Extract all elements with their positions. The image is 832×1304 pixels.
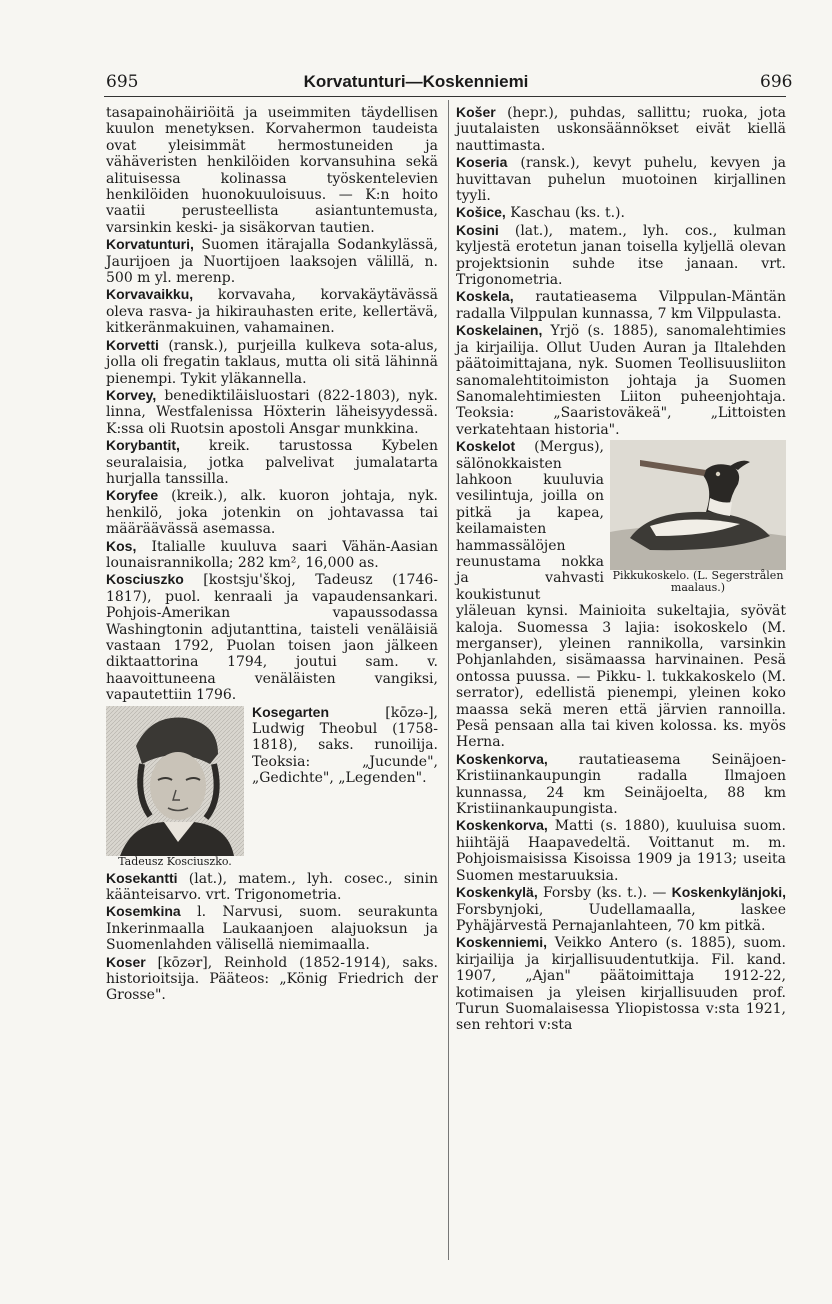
entry-text: (lat.), matem., lyh. cosec., sinin käänteisarvo. vrt. Trigonometria. [106,870,438,904]
entry-text: tasapainohäiriöitä ja useimmiten täydellisen kuulon menetyksen. Korvahermon taudeista ovat yleisimmät hermostuneiden ja vähäveristen henkilöiden korvansuhina sekä alituisessa kolinassa työskentelevien henkilöiden huonokuuloisuus. — K:n hoito vaatii perusteellista asiantuntemusta, varsinkin keski- ja sisäkorvan tautien. [106,105,438,236]
entry-headword: Koskenkylä, [456,884,538,901]
entry-text: rautatieasema Vilppulan-Mäntän radalla Vilppulan kunnassa, 7 km Vilppulasta. [456,289,786,322]
entry-headword: Kosegarten [252,703,330,720]
bird-figure [610,440,786,594]
entry-kosciuszko [106,571,438,703]
entry-text: Veikko Antero (s. 1885), suom. kirjailija ja kirjallisuudentutkija. Fil. kand. 1907, „Ajan" päätoimittaja 1912-22, kotimaisen ja yleisen kirjallisuuden prof. Turun Suomalaisessa Yliopistossa v:sta 1921, sen rehtori v:sta [456,935,786,1034]
entry-text: Yrjö (s. 1885), sanomalehtimies ja kirjailija. Ollut Uuden Auran ja Iltalehden päätoimittajana, nyk. Suomen Teollisuusliiton sanomalehtitoimiston johtaja ja Suomen Sanomalehtimiesten Liiton puheenjohtaja. Teoksia: „Saaristoväkeä", „Littoisten verkatehtaan historia". [456,323,786,438]
entry-text: Forsbynjoki, Uudellamaalla, laskee Pyhäjärvestä Pernajanlahteen, 70 km pitkä. [456,901,786,934]
entry-text: (hepr.), puhdas, sallittu; ruoka, jota juutalaisten uskonsäännökset eivät kiellä nauttimasta. [456,105,786,154]
entry-text: [kōzə-], Ludwig Theobul (1758-1818), saks. runoilija. Teoksia: „Jucunde", „Gedichte", „Legenden". [252,704,438,787]
entry-headword: Koser [106,953,146,970]
entry-headword: Korvey, [106,386,157,403]
entry [106,337,438,387]
entry [456,288,786,322]
entry-text: Forsby (ks. t.). — [537,885,672,902]
entry-headword: Korvetti [106,336,159,353]
entry-text: Matti (s. 1880), kuuluisa suom. hiihtäjä Haapavedeltä. Voittanut m. m. Pohjoismaisissa Kisoissa 1909 ja 1913; useita Suomen mestaruuksia. [456,818,786,884]
entry-headword: Koskela, [456,288,514,305]
entry-text: (ransk.), purjeilla kulkeva sota-alus, jolla oli fregatin taklaus, mutta oli sitä lähinnä pienempi. Tykit yläkannella. [106,337,438,387]
entry [106,538,438,572]
entry [106,487,438,537]
entry [106,903,438,953]
entry-text: (ransk.), kevyt puhelu, kevyen ja huvittavan puhelun muotoinen kirjallinen tyyli. [456,155,786,205]
entry-text: rautatieasema Seinäjoen-Kristiinankaupungin radalla Ilmajoen kunnassa, 24 km Seinäjoelta, 88 km Kristiinankaupungista. [456,751,786,818]
entry [456,204,786,221]
entry [106,954,438,1004]
entry [456,817,786,884]
entry [456,154,786,204]
entry [456,884,786,934]
entry-text: korvavaha, korvakäytävässä oleva rasva- ja hikirauhasten erite, kellertävä, kitkeränmakuinen, vahamainen. [106,287,438,337]
entry [456,104,786,154]
entry-headword: Kosciuszko [106,571,184,588]
entry-text: Suomen itärajalla Sodankylässä, Jaurijoen ja Nuortijoen laaksojen välillä, n. 500 m yl. merenp. [106,237,438,287]
column-divider [448,100,449,1260]
entry-text: kreik. tarustossa Kybelen seuralaisia, jotka palvelivat jumalatarta hurjalla tanssilla. [106,438,438,487]
entry-headword: Kosekantti [106,869,178,886]
entry-headword: Koskenniemi, [456,934,548,951]
entry-headword: Košer [456,104,496,120]
entry-headword: Koskelainen, [456,322,543,339]
header-rule [104,96,786,97]
entry-text: (Mergus), sälönokkaisten lahkoon kuuluvia vesilintuja, joilla on pitkä ja kapea, keilamaisten hammassälöjen reunustama nokka ja vahvasti koukistunut yläleuan kynsi. Mainioita sukeltajia, syövät kaloja. Suomessa 3 lajia: isokoskelo (M. merganser), yleinen rannikolla, varsinkin Pohjanlahden, sisämaassa harvinainen. Pesä ontossa puussa. — Pikku- l. tukkakoskelo (M. serrator), edellistä pienempi, yleinen koko maassa sekä meren että järvien rannoilla. Pesä pensaan alla tai kiven kolossa. ks. myös Herna. [456,439,786,751]
entry-headword: Kosini [456,221,499,238]
page-number-left: 695 [106,72,139,92]
entry-text: l. Narvusi, suom. seurakunta Inkerinmaalla Laukaanjoen alajuoksun ja Suomenlahden välisellä niemimaalla. [106,904,438,954]
entry-headword: Korybantit, [106,437,180,454]
entry-text: benediktiläisluostari (822-1803), nyk. linna, Westfalenissa Höxterin läheisyydessä. K:ssa oli Ruotsin apostoli Ansgar munkkina. [106,387,438,437]
entry-text: (kreik.), alk. kuoron johtaja, nyk. henkilö, joka jotenkin on johtavassa tai määräävässä asemassa. [106,488,438,538]
portrait-image [106,706,244,856]
entry-text-intro: [kostsju'škoj, Tadeusz (1746-1817), puol. kenraali ja vapaudensankari. Pohjois-Amerikan vapaussodassa Washingtonin adjutanttina, taisteli venäläisiä vastaan 1792, Puolan toisen jaon jälkeen diktaattorina 1794, joutui sam. v. haavoittuneena venäläisten vangiksi, vapautettiin 1796. [106,572,438,704]
merganser-image [610,440,786,570]
entry [456,751,786,818]
entry [106,286,438,336]
entry-headword: Koskenkorva, [456,750,548,767]
entry [456,322,786,438]
entry-headword: Koryfee [106,487,159,504]
entry-text: [kōzər], Reinhold (1852-1914), saks. historioitsija. Pääteos: „König Friedrich der Grosse". [106,954,438,1004]
entry [106,387,438,437]
right-column [456,104,786,1034]
left-column [106,104,438,1004]
entry-headword: Kos, [106,537,137,554]
entry-headword: Korvatunturi, [106,236,194,253]
entry-headword: Koseria [456,154,508,171]
entry-text: Italialle kuuluva saari Vähän-Aasian lounaisrannikolla; 282 km², 16,000 as. [106,538,438,571]
entry-headword: Koskenkylänjoki, [671,884,786,901]
page-number-right: 696 [760,72,793,92]
page-header-title: Korvatunturi—Koskenniemi [303,72,529,91]
entry [456,934,786,1033]
entry-text: Kaschau (ks. t.). [505,205,625,222]
entry [106,236,438,286]
entry-text: (lat.), matem., lyh. cos., kulman kyljestä erotetun janan toisella kyljellä olevan projektsionin suhde itse janaan. vrt. Trigonometria. [456,222,786,289]
entry-headword: Košice, [456,204,506,221]
entry-headword: Koskelot [456,438,516,455]
entry [456,222,786,289]
portrait-figure [106,706,244,868]
entry-headword: Koskenkorva, [456,817,548,834]
entry [106,104,438,236]
entry [106,437,438,487]
entry-headword: Kosemkina [106,903,181,920]
bird-caption: Pikkukoskelo. (L. Segerstrålen maalaus.) [612,569,784,595]
entry-headword: Korvavaikku, [106,286,194,303]
entry [106,870,438,904]
portrait-caption: Tadeusz Kosciuszko. [118,854,232,868]
